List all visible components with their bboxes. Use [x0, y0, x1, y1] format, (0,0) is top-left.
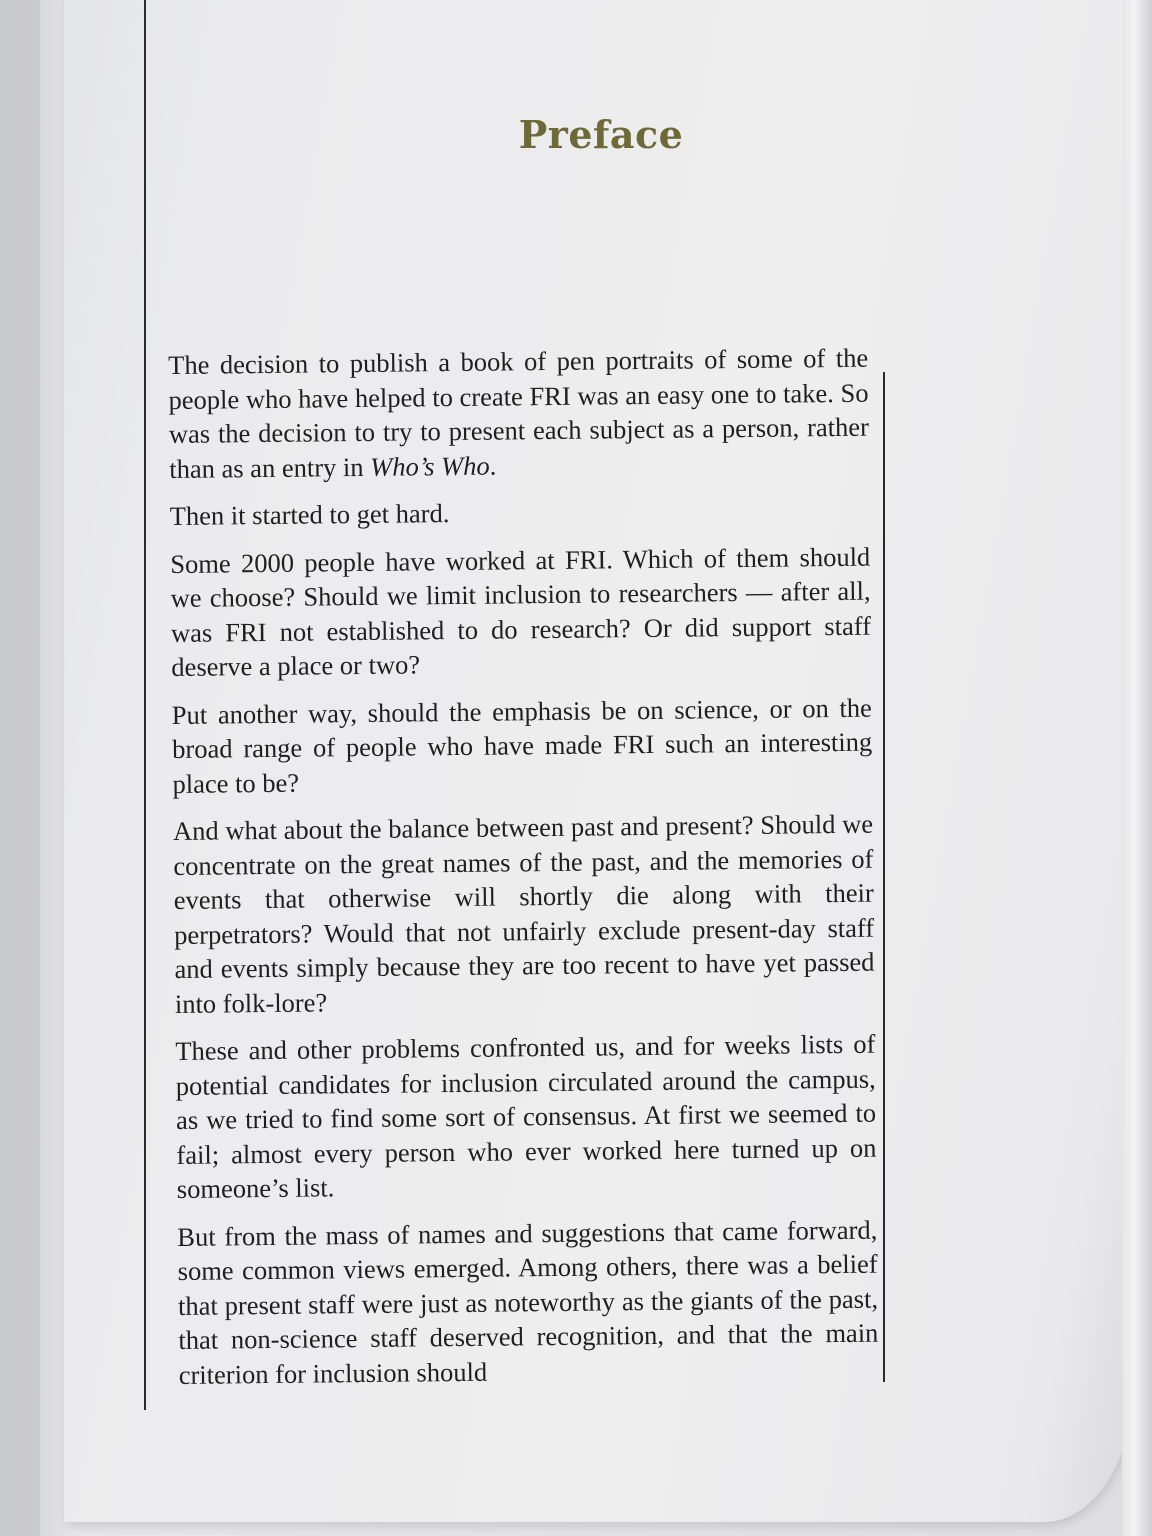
paragraph-1-tail: .	[489, 450, 497, 481]
page-title: Preface	[518, 112, 684, 157]
paragraph-4: Put another way, should the emphasis be on science, or on the broad range of people who have made FRI such an interesting place to be?	[171, 692, 873, 799]
paragraph-1-emphasis: Who’s Who	[370, 450, 490, 482]
preface-body	[168, 341, 879, 1392]
paragraph-1-text: The decision to publish a book of pen portraits of some of the people who have helped to create FRI was an easy one to take. So was the decision to try to present each subject as a person, rather than as an entry in	[168, 342, 870, 484]
paragraph-1	[168, 341, 869, 486]
left-margin-rule	[144, 0, 146, 1410]
paragraph-6: These and other problems confronted us, and for weeks lists of potential candidates for inclusion circulated around the campus, as we tried to find some sort of consensus. At first we seemed to fail; almost every person who ever worked here turned up on someone’s list.	[175, 1028, 877, 1204]
page-curl-edge	[1122, 0, 1152, 1536]
paragraph-7: But from the mass of names and suggestions that came forward, some common views emerged. Among others, there was a belief that present staff were just as noteworthy as the giants of the past, that non-science staff deserved recognition, and that the main criterion for inclusion should	[177, 1214, 879, 1390]
paragraph-3: Some 2000 people have worked at FRI. Which of them should we choose? Should we limit inclusion to researchers — after all, was FRI not established to do research? Or did support staff deserve a place or two?	[170, 541, 872, 682]
paragraph-5: And what about the balance between past and present? Should we concentrate on the great names of the past, and the memories of events that otherwise will shortly die along with their perpetrators? Would that not unfairly exclude present-day staff and events simply because they are too recent to have yet passed into folk-lore?	[172, 808, 875, 1019]
right-text-rule	[883, 372, 885, 1382]
paragraph-2: Then it started to get hard.	[169, 498, 450, 531]
